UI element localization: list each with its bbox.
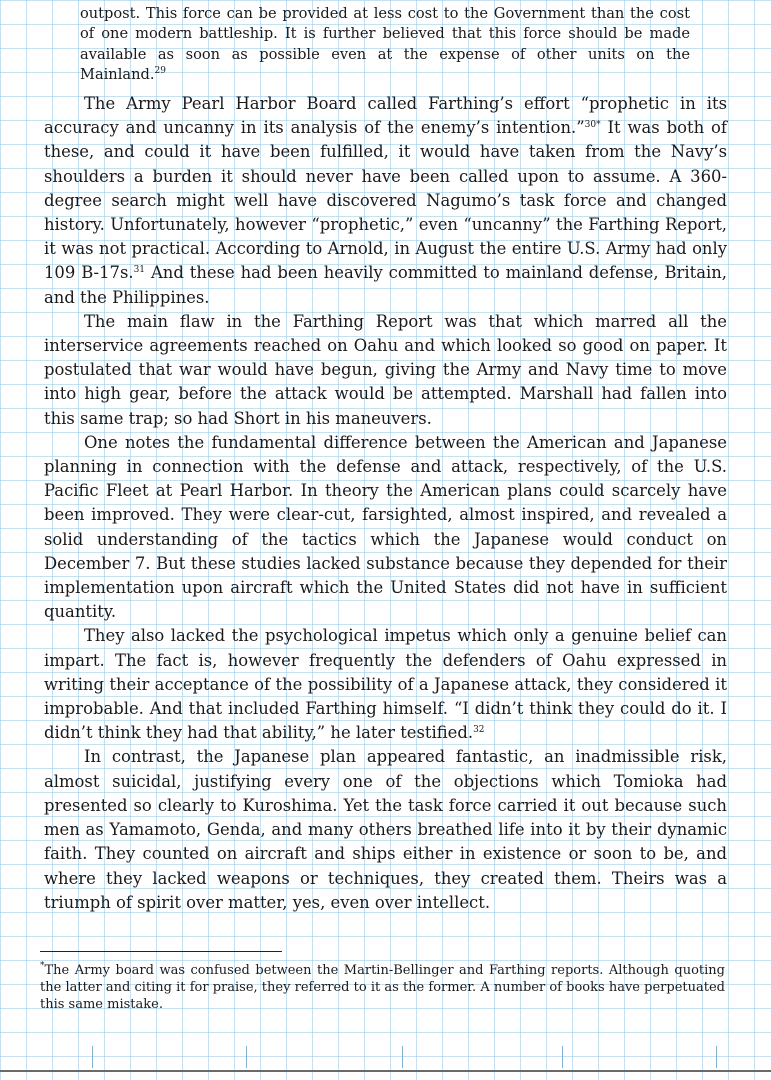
grid-tick [402,1046,403,1068]
block-quote [80,4,690,86]
note-ref-30: 30* [584,120,601,131]
paragraph-1-part-a: The Army Pearl Harbor Board called Farthing’s effort “prophetic in its accuracy and uncanny in its analysis of the enemy’s intention.” [44,94,727,138]
footnote-divider [40,951,282,952]
footnote-text: The Army board was confused between the Martin-Bellinger and Farthing reports. Although quoting the latter and citing it for praise, they referred to it as the former. A number of books have perpetuated this same mistake. [40,963,725,1012]
block-quote-text: outpost. This force can be provided at less cost to the Government than the cost of one modern battleship. It is further believed that this force should be made available as soon as possible even at the expense of other units on the Mainland. [80,5,690,84]
paragraph-3: One notes the fundamental difference between the American and Japanese planning in connection with the defense and attack, respectively, of the U.S. Pacific Fleet at Pearl Harbor. In theory the American plans could scarcely have been improved. They were clear-cut, farsighted, almost inspired, and revealed a solid understanding of the tactics which the Japanese would conduct on December 7. But these studies lacked substance because they depended for their implementation upon aircraft which the United States did not have in sufficient quantity. [44,432,727,622]
paragraph-5: In contrast, the Japanese plan appeared fantastic, an inadmissible risk, almost suicidal, justifying every one of the objections which Tomioka had presented so clearly to Kuroshima. Yet the task force carried it out because such men as Yamamoto, Genda, and many others breathed life into it by their dynamic faith. They counted on aircraft and ships either in existence or soon to be, and where they lacked weapons or techniques, they created them. Theirs was a triumph of spirit over matter, yes, even over intellect. [44,747,727,912]
grid-tick [246,1046,247,1068]
paragraph-4 [44,624,727,745]
note-ref-31: 31 [133,265,146,276]
grid-tick [92,1046,93,1068]
note-ref-32: 32 [473,725,485,736]
paragraph-1-part-b: It was both of these, and could it have been fulfilled, it would have taken from the Navy’s shoulders a burden it should never have been called upon to assume. A 360-degree search might well have discovered Nagumo’s task force and changed history. Unfortunately, however “prophetic,” even “uncanny” the Farthing Report, it was not practical. According to Arnold, in August the entire U.S. Army had only 109 B-17s. [44,118,727,283]
body-text [44,92,727,915]
paragraph-2: The main flaw in the Farthing Report was that which marred all the interservice agreements reached on Oahu and which looked so good on paper. It postulated that war would have begun, giving the Army and Navy time to move into high gear, before the attack would be attempted. Marshall had fallen into this same trap; so had Short in his maneuvers. [44,311,727,428]
note-ref-29: 29 [154,66,166,77]
grid-tick [716,1046,717,1068]
paragraph-4-text: They also lacked the psychological impetus which only a genuine belief can impart. The fact is, however frequently the defenders of Oahu expressed in writing their acceptance of the possibility of a Japanese attack, they considered it improbable. And that included Farthing himself. “I didn’t think they could do it. I didn’t think they had that ability,” he later testified. [44,626,727,743]
footnote-marker: * [40,961,45,971]
grid-tick [562,1046,563,1068]
page-bottom-edge [0,1070,771,1072]
paragraph-1 [44,92,727,310]
paragraph-1-part-c: And these had been heavily committed to mainland defense, Britain, and the Philippines. [44,263,727,307]
footnote [40,962,725,1013]
